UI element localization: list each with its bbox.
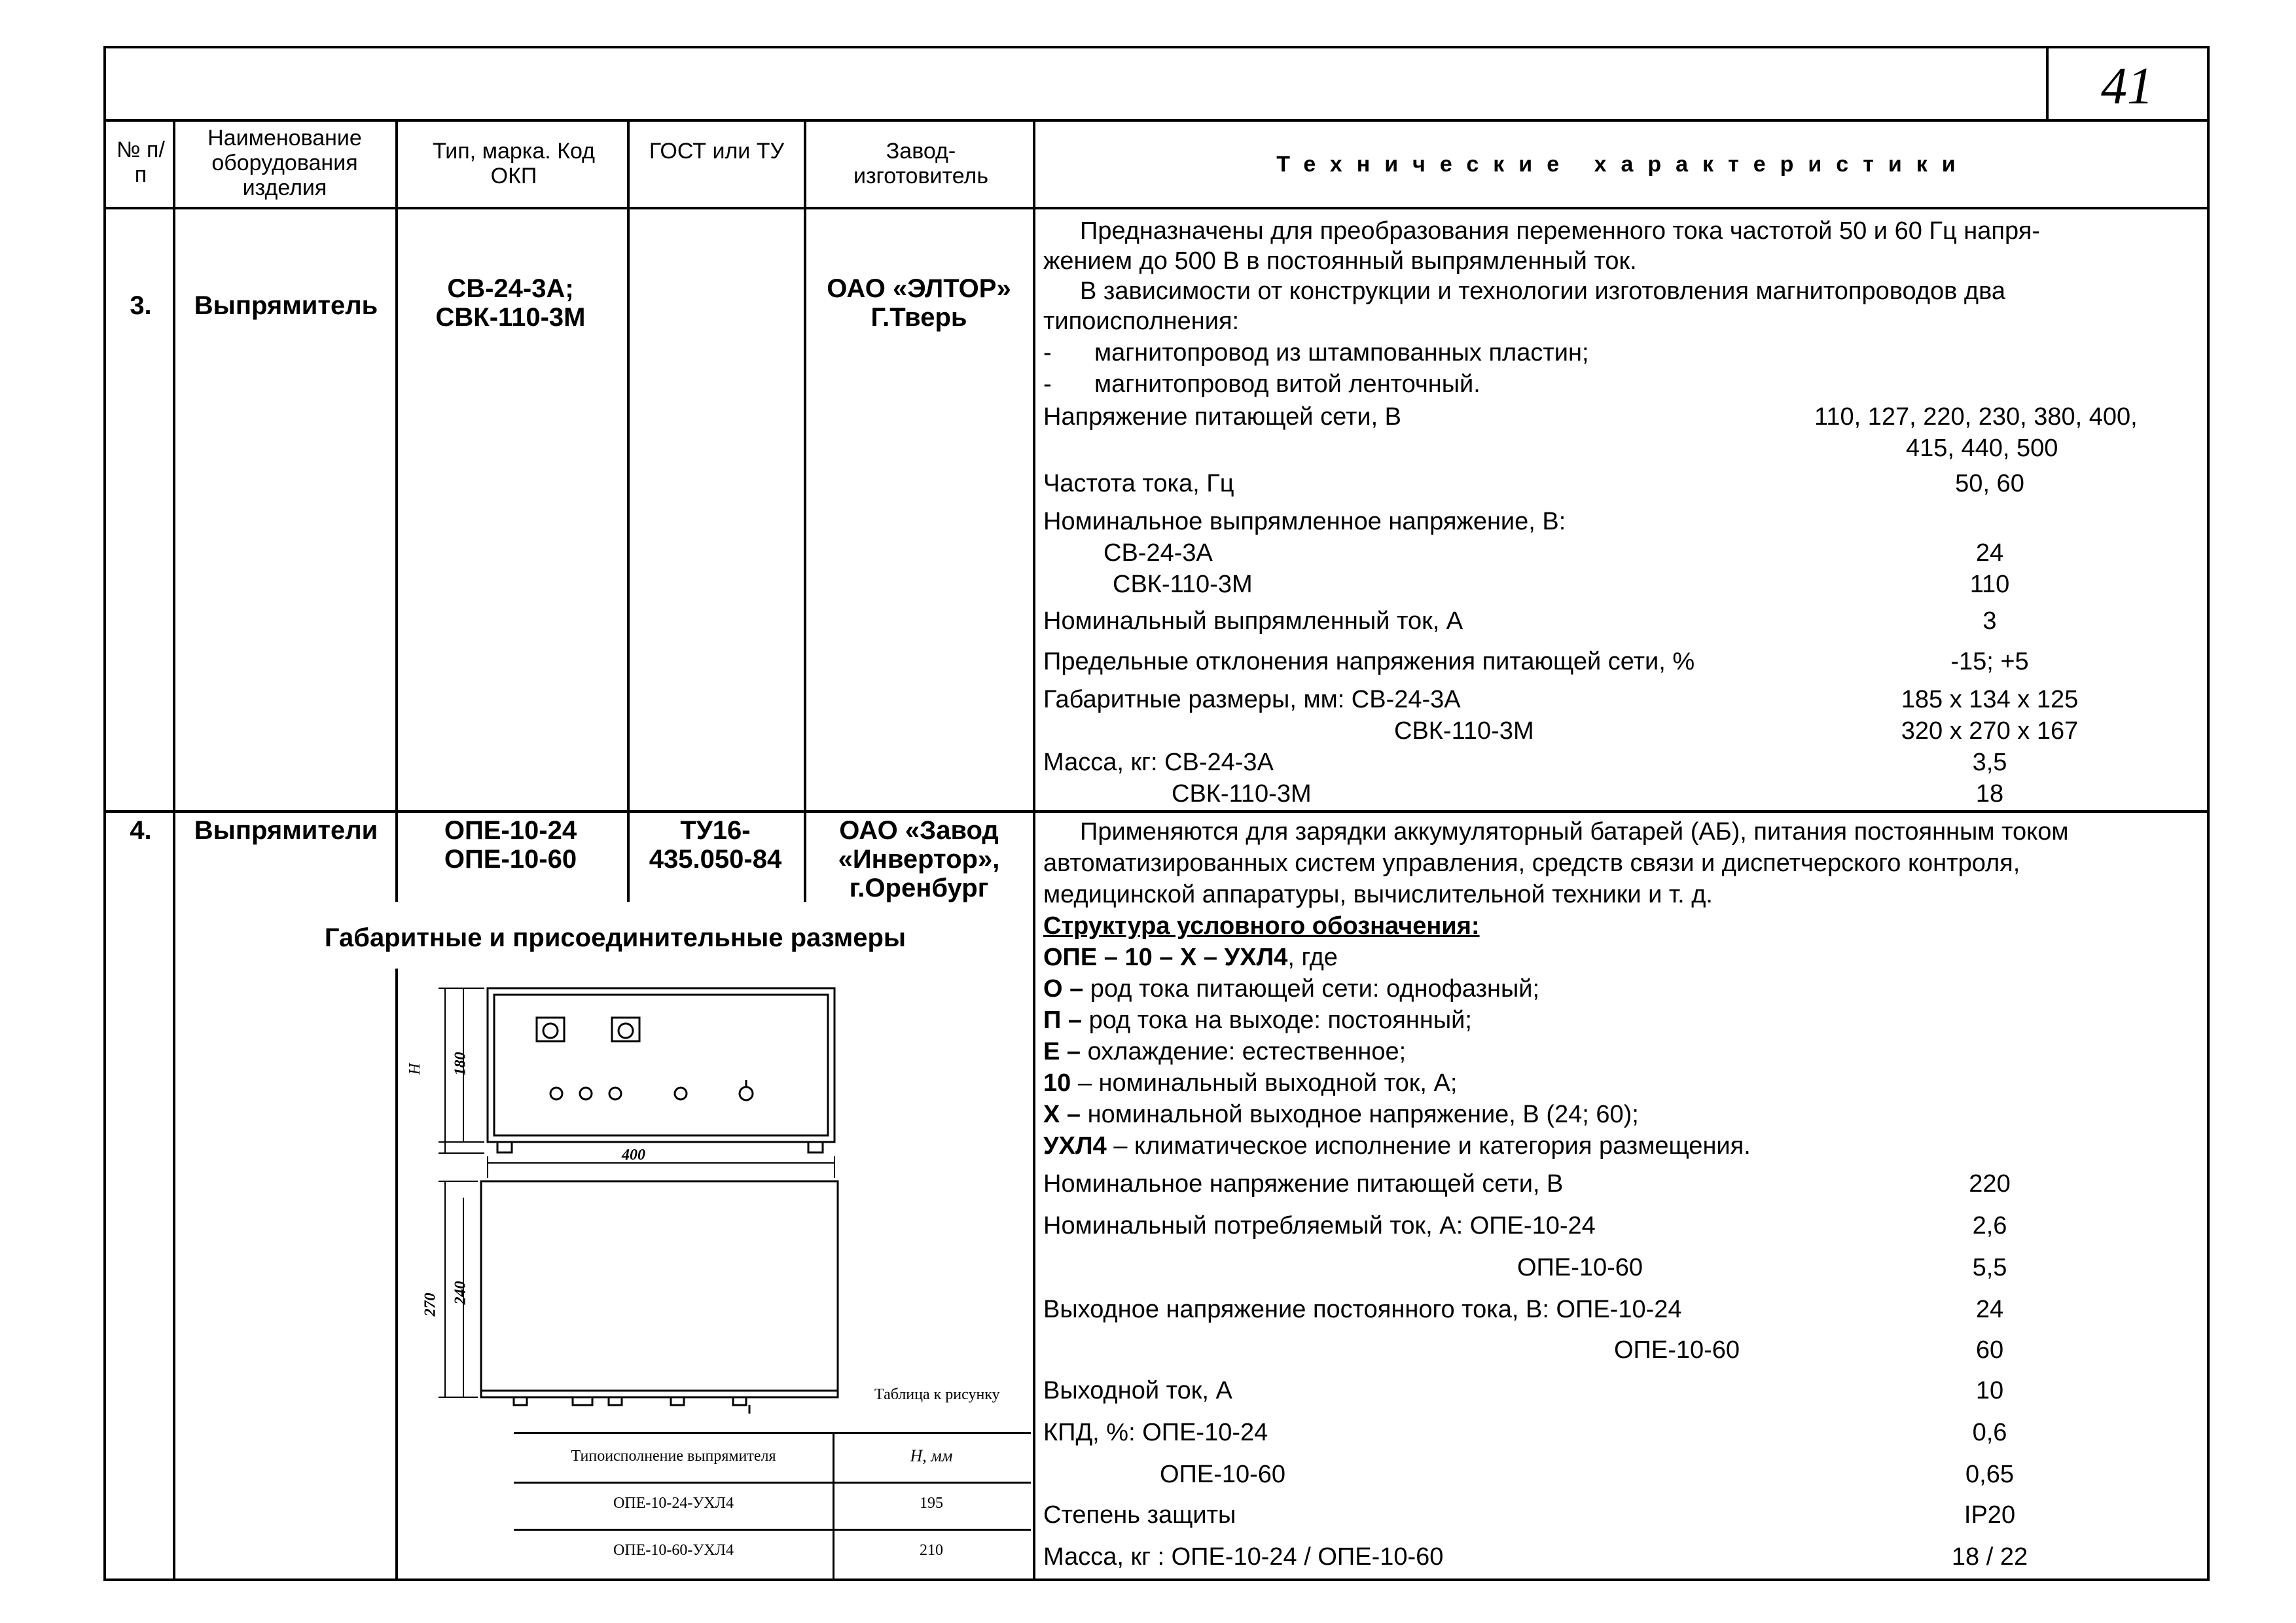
legend-item: УХЛ4 – климатическое исполнение и категория размещения. <box>1043 1132 1751 1160</box>
row3-mass-label: Масса, кг: СВ-24-3А <box>1043 749 1274 776</box>
row4-name: Выпрямители <box>194 816 378 845</box>
row3-maker-2: Г.Тверь <box>870 303 967 332</box>
row4-i-value-2: 5,5 <box>1972 1254 2007 1281</box>
row3-dev-label: Предельные отклонения напряжения питающей сети, % <box>1043 648 1695 675</box>
front-view <box>439 988 834 1153</box>
row4-gost-1: ТУ16- <box>680 816 751 845</box>
row4-eff-value-2: 0,65 <box>1965 1461 2014 1488</box>
knob <box>550 1088 562 1099</box>
dim-h: H <box>406 1063 424 1075</box>
row3-desc-4: типоисполнения: <box>1043 308 1240 335</box>
row3-desc-1: Предназначены для преобразования переменного тока частотой 50 и 60 Гц напря- <box>1080 217 2040 245</box>
top-view <box>439 1156 838 1414</box>
row4-i-sub2: ОПЕ-10-60 <box>1517 1254 1643 1281</box>
row3-mass-sub2: СВК-110-3М <box>1172 780 1312 808</box>
row3-current-value: 3 <box>1982 607 1997 635</box>
row3-freq-value: 50, 60 <box>1955 470 2024 497</box>
switch <box>740 1087 753 1100</box>
row4-desc-3: медицинской аппаратуры, вычислительной техники и т. д. <box>1043 881 1713 908</box>
row3-name: Выпрямитель <box>194 291 378 320</box>
row4-eff-sub2: ОПЕ-10-60 <box>1160 1461 1286 1488</box>
row4-v-label: Номинальное напряжение питающей сети, В <box>1043 1170 1564 1198</box>
row4-desc-1: Применяются для зарядки аккумуляторный батарей (АБ), питания постоянным током <box>1080 818 2069 846</box>
row3-voltage-label: Напряжение питающей сети, В <box>1043 403 1402 431</box>
row4-maker-2: «Инвертор», <box>838 845 1000 874</box>
row4-vout-sub2: ОПЕ-10-60 <box>1614 1336 1740 1364</box>
row3-bullet-1: магнитопровод из штампованных пластин; <box>1094 339 1589 366</box>
row3-desc-2: жением до 500 В в постоянный выпрямленный ток. <box>1043 247 1637 275</box>
row3-rect-sub1-value: 24 <box>1975 539 2004 567</box>
row4-vout-label: Выходное напряжение постоянного тока, В: ОПЕ-10-24 <box>1043 1296 1682 1323</box>
drawing-table-header-2: H, мм <box>910 1446 953 1465</box>
row3-current-label: Номинальный выпрямленный ток, А <box>1043 607 1463 635</box>
row4-struct-code: ОПЕ – 10 – Х – УХЛ4 <box>1043 944 1288 971</box>
drawing-table-header-1: Типоисполнение выпрямителя <box>571 1448 776 1465</box>
row4-maker-3: г.Оренбург <box>849 874 989 902</box>
drawing-table-cell: 210 <box>920 1542 943 1559</box>
header-num: № п/п <box>117 137 165 187</box>
row3-voltage-value-2: 415, 440, 500 <box>1906 435 2058 462</box>
row4-v-value: 220 <box>1969 1170 2011 1198</box>
row3-desc-3: В зависимости от конструкции и технологии изготовления магнитопроводов два <box>1080 277 2005 305</box>
row4-maker-1: ОАО «Завод <box>839 816 999 845</box>
row4-gost-2: 435.050-84 <box>649 845 782 874</box>
header-gost: ГОСТ или ТУ <box>649 139 785 164</box>
row3-bullet-dash-2: - <box>1043 370 1052 398</box>
row3-rect-sub2-value: 110 <box>1969 571 2010 598</box>
row3-dims-value-1: 185 х 134 х 125 <box>1901 686 2079 713</box>
row3-num: 3. <box>130 291 152 320</box>
row4-vout-value-1: 24 <box>1975 1296 2004 1323</box>
row3-dev-value: -15; +5 <box>1950 648 2029 675</box>
page-number: 41 <box>2101 58 2153 115</box>
legend-item: П – род тока на выходе: постоянный; <box>1043 1007 1472 1034</box>
row4-type-2: ОПЕ-10-60 <box>444 845 577 874</box>
drawing-table-caption: Таблица к рисунку <box>874 1386 1000 1403</box>
rectifier-drawing <box>425 975 1021 1427</box>
legend-item: Х – номинальной выходное напряжение, В (24; 60); <box>1043 1101 1639 1128</box>
row4-vout-value-2: 60 <box>1975 1336 2004 1364</box>
row4-desc-2: автоматизированных систем управления, средств связи и диспетчерского контроля, <box>1043 849 2020 877</box>
row4-i-value-1: 2,6 <box>1972 1212 2007 1240</box>
header-type: Тип, марка. Код ОКП <box>433 139 595 188</box>
row4-mass-label: Масса, кг : ОПЕ-10-24 / ОПЕ-10-60 <box>1043 1543 1444 1571</box>
drawing-table-cell: ОПЕ-10-60-УХЛ4 <box>613 1542 734 1559</box>
dim-400: 400 <box>622 1147 645 1164</box>
row4-i-label: Номинальный потребляемый ток, А: ОПЕ-10-24 <box>1043 1212 1596 1240</box>
row4-struct-code-line <box>1043 942 1338 972</box>
row4-ip-label: Степень защиты <box>1043 1501 1236 1529</box>
legend-item: О – род тока питающей сети: однофазный; <box>1043 975 1540 1003</box>
dim-180: 180 <box>452 1052 469 1076</box>
row3-rect-label: Номинальное выпрямленное напряжение, В: <box>1043 508 1566 535</box>
row4-struct-title: Структура условного обозначения: <box>1043 912 1480 940</box>
row3-dims-label: Габаритные размеры, мм: СВ-24-3А <box>1043 686 1461 713</box>
row3-type-1: СВ-24-3А; <box>447 274 574 303</box>
row4-iout-value: 10 <box>1975 1377 2004 1404</box>
row3-bullet-dash-1: - <box>1043 339 1052 366</box>
knob <box>675 1088 687 1099</box>
row4-mass-value: 18 / 22 <box>1951 1543 2028 1571</box>
row4-type-1: ОПЕ-10-24 <box>444 816 577 845</box>
header-specs: Технические характеристики <box>1276 152 1970 177</box>
row3-voltage-value-1: 110, 127, 220, 230, 380, 400, <box>1814 403 2138 431</box>
row3-mass-value-2: 18 <box>1975 780 2004 808</box>
row3-dims-sub2: СВК-110-3М <box>1394 717 1534 745</box>
row3-rect-sub1: СВ-24-3А <box>1103 539 1213 567</box>
row3-bullet-2: магнитопровод витой ленточный. <box>1094 370 1480 398</box>
row3-mass-value-1: 3,5 <box>1972 749 2007 776</box>
knob <box>609 1088 621 1099</box>
knob <box>580 1088 592 1099</box>
header-name: Наименование оборудования изделия <box>207 126 362 200</box>
legend-item: Е – охлаждение: естественное; <box>1043 1038 1407 1065</box>
row4-num: 4. <box>130 816 152 845</box>
row4-ip-value: IP20 <box>1964 1501 2016 1529</box>
row4-struct-code-suffix: , где <box>1287 944 1338 971</box>
dim-240: 240 <box>452 1281 469 1305</box>
row3-freq-label: Частота тока, Гц <box>1043 470 1234 497</box>
row4-iout-label: Выходной ток, А <box>1043 1377 1232 1404</box>
row3-type-2: СВК-110-3М <box>435 303 586 332</box>
dim-270: 270 <box>422 1293 439 1317</box>
row4-eff-label: КПД, %: ОПЕ-10-24 <box>1043 1419 1268 1446</box>
row3-maker-1: ОАО «ЭЛТОР» <box>827 274 1011 303</box>
row3-dims-value-2: 320 х 270 х 167 <box>1901 717 2079 745</box>
header-maker: Завод-изготовитель <box>853 139 989 188</box>
row4-dims-title: Габаритные и присоединительные размеры <box>324 923 906 952</box>
legend-item: 10 – номинальный выходной ток, А; <box>1043 1069 1458 1097</box>
drawing-table-cell: 195 <box>920 1495 943 1512</box>
drawing-table-cell: ОПЕ-10-24-УХЛ4 <box>613 1495 734 1512</box>
row4-eff-value-1: 0,6 <box>1972 1419 2007 1446</box>
row3-rect-sub2: СВК-110-3М <box>1113 571 1253 598</box>
